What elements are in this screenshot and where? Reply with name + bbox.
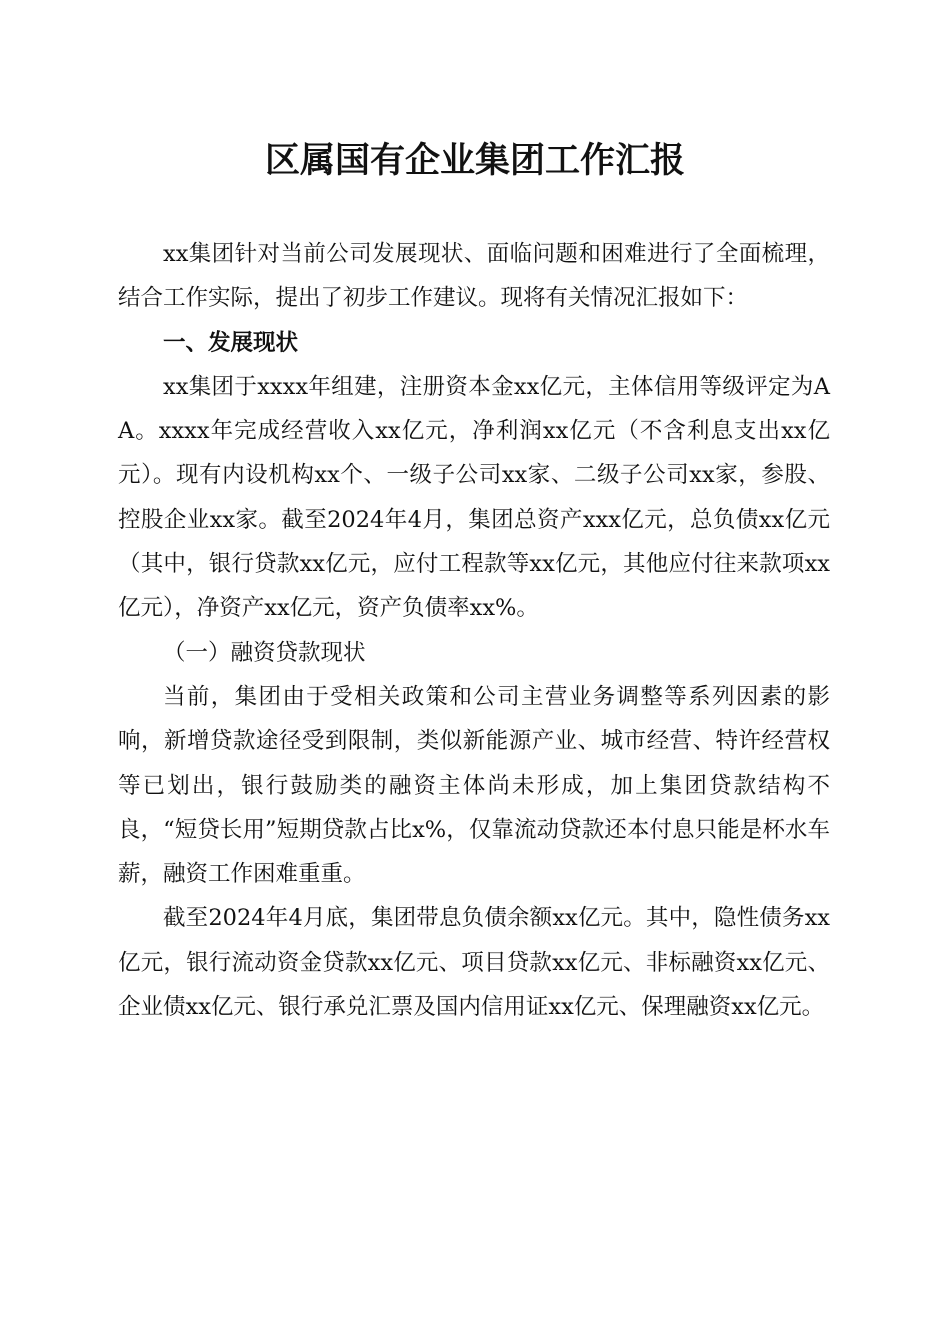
document-body bbox=[118, 232, 830, 1029]
intro-paragraph: xx集团针对当前公司发展现状、面临问题和困难进行了全面梳理，结合工作实际，提出了初步工作建议。现将有关情况汇报如下： bbox=[118, 241, 830, 312]
overview-paragraph: xx集团于xxxx年组建，注册资本金xx亿元，主体信用等级评定为AA。xxxx年完成经营收入xx亿元，净利润xx亿元（不含利息支出xx亿元）。现有内设机构xx个、一级子公司xx家、二级子公司xx家，参股、控股企业xx家。截至2024年4月，集团总资产xxx亿元，总负债xx亿元（其中，银行贷款xx亿元，应付工程款等xx亿元，其他应付往来款项xx亿元），净资产xx亿元，资产负债率xx%。 bbox=[118, 373, 830, 622]
debt-balance-paragraph: 截至2024年4月底，集团带息负债余额xx亿元。其中，隐性债务xx亿元，银行流动资金贷款xx亿元、项目贷款xx亿元、非标融资xx亿元、企业债xx亿元、银行承兑汇票及国内信用证xx亿元、保理融资xx亿元。 bbox=[118, 905, 830, 1021]
financing-paragraph: 当前，集团由于受相关政策和公司主营业务调整等系列因素的影响，新增贷款途径受到限制，类似新能源产业、城市经营、特许经营权等已划出，银行鼓励类的融资主体尚未形成，加上集团贷款结构不良，“短贷长用”短期贷款占比x%，仅靠流动贷款还本付息只能是杯水车薪，融资工作困难重重。 bbox=[118, 683, 830, 888]
document-title: 区属国有企业集团工作汇报 bbox=[264, 140, 685, 181]
section-heading-development-status: 一、发展现状 bbox=[163, 329, 299, 356]
subsection-heading-financing-loans: （一）融资贷款现状 bbox=[163, 639, 366, 666]
